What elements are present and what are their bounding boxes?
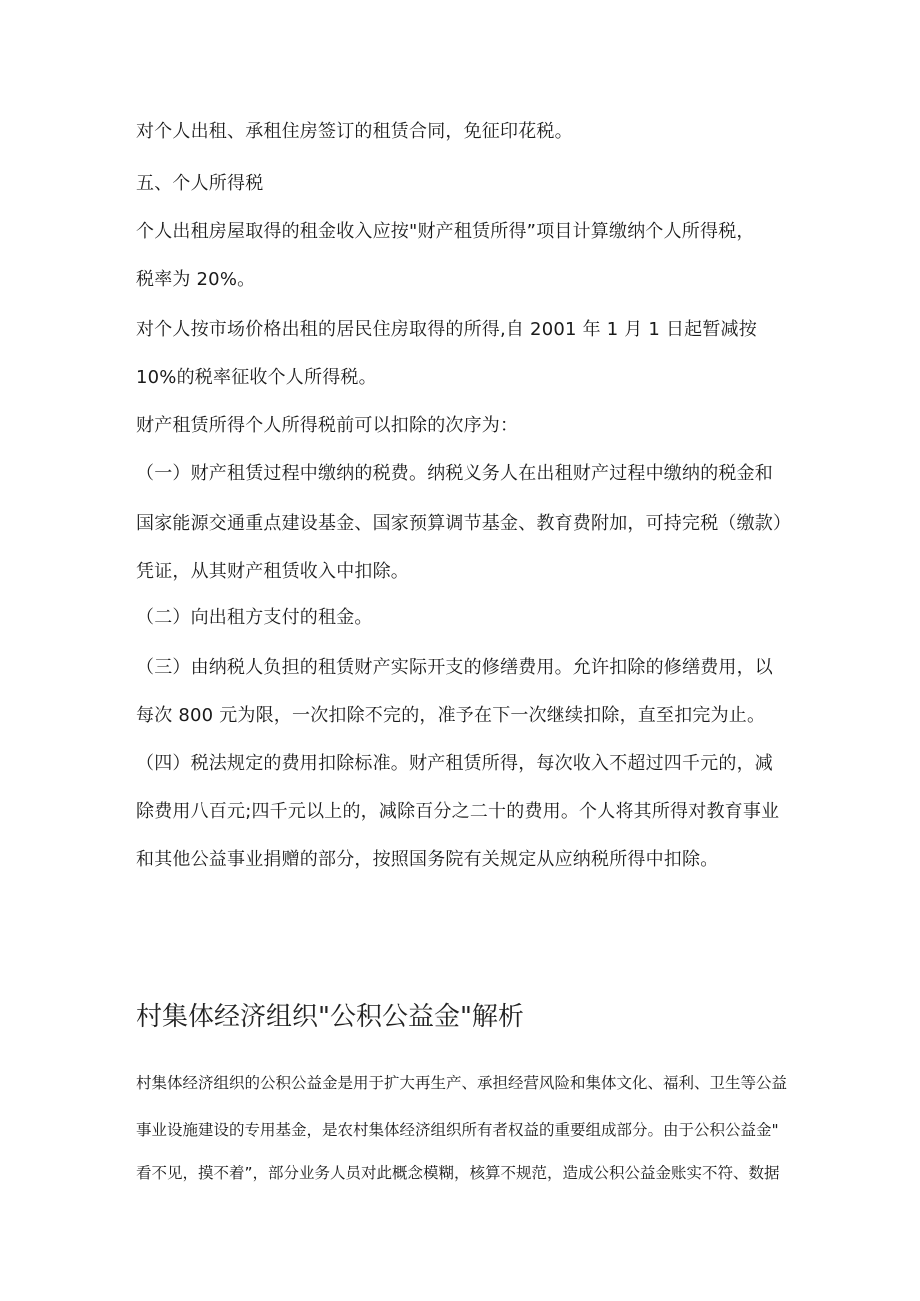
paragraph-line: 凭证，从其财产租赁收入中扣除。 <box>136 561 409 582</box>
paragraph-line: 和其他公益事业捐赠的部分，按照国务院有关规定从应纳税所得中扣除。 <box>136 849 719 870</box>
paragraph-line: 看不见，摸不着”，部分业务人员对此概念模糊，核算不规范，造成公积公益金账实不符、数据 <box>136 1164 780 1182</box>
paragraph-line: （四）税法规定的费用扣除标准。财产租赁所得，每次收入不超过四千元的，减 <box>136 753 773 774</box>
paragraph-line: 个人出租房屋取得的租金收入应按"财产租赁所得”项目计算缴纳个人所得税， <box>136 221 755 242</box>
paragraph-line: 税率为 20%。 <box>136 269 256 290</box>
paragraph-line: 国家能源交通重点建设基金、国家预算调节基金、教育费附加，可持完税（缴款） <box>136 513 792 534</box>
paragraph-line: 每次 800 元为限，一次扣除不完的，准予在下一次继续扣除，直至扣完为止。 <box>136 705 766 726</box>
paragraph-line: 对个人按市场价格出租的居民住房取得的所得,自 2001 年 1 月 1 日起暂减按 <box>136 319 757 340</box>
paragraph-line: 村集体经济组织的公积公益金是用于扩大再生产、承担经营风险和集体文化、福利、卫生等公益 <box>136 1074 788 1092</box>
paragraph-line: （三）由纳税人负担的租赁财产实际开支的修缮费用。允许扣除的修缮费用，以 <box>136 657 773 678</box>
paragraph-line: （二）向出租方支付的租金。 <box>136 607 373 628</box>
paragraph-line: 对个人出租、承租住房签订的租赁合同，免征印花税。 <box>136 121 573 142</box>
paragraph-line: 财产租赁所得个人所得税前可以扣除的次序为： <box>136 415 519 436</box>
paragraph-line: 10%的税率征收个人所得税。 <box>136 367 377 388</box>
paragraph-line: 事业设施建设的专用基金，是农村集体经济组织所有者权益的重要组成部分。由于公积公益金" <box>136 1121 779 1139</box>
article-title: 村集体经济组织"公积公益金"解析 <box>136 1002 524 1032</box>
paragraph-line: 除费用八百元;四千元以上的，减除百分之二十的费用。个人将其所得对教育事业 <box>136 801 780 822</box>
paragraph-line: （一）财产租赁过程中缴纳的税费。纳税义务人在出租财产过程中缴纳的税金和 <box>136 463 773 484</box>
section-heading: 五、个人所得税 <box>136 173 264 194</box>
